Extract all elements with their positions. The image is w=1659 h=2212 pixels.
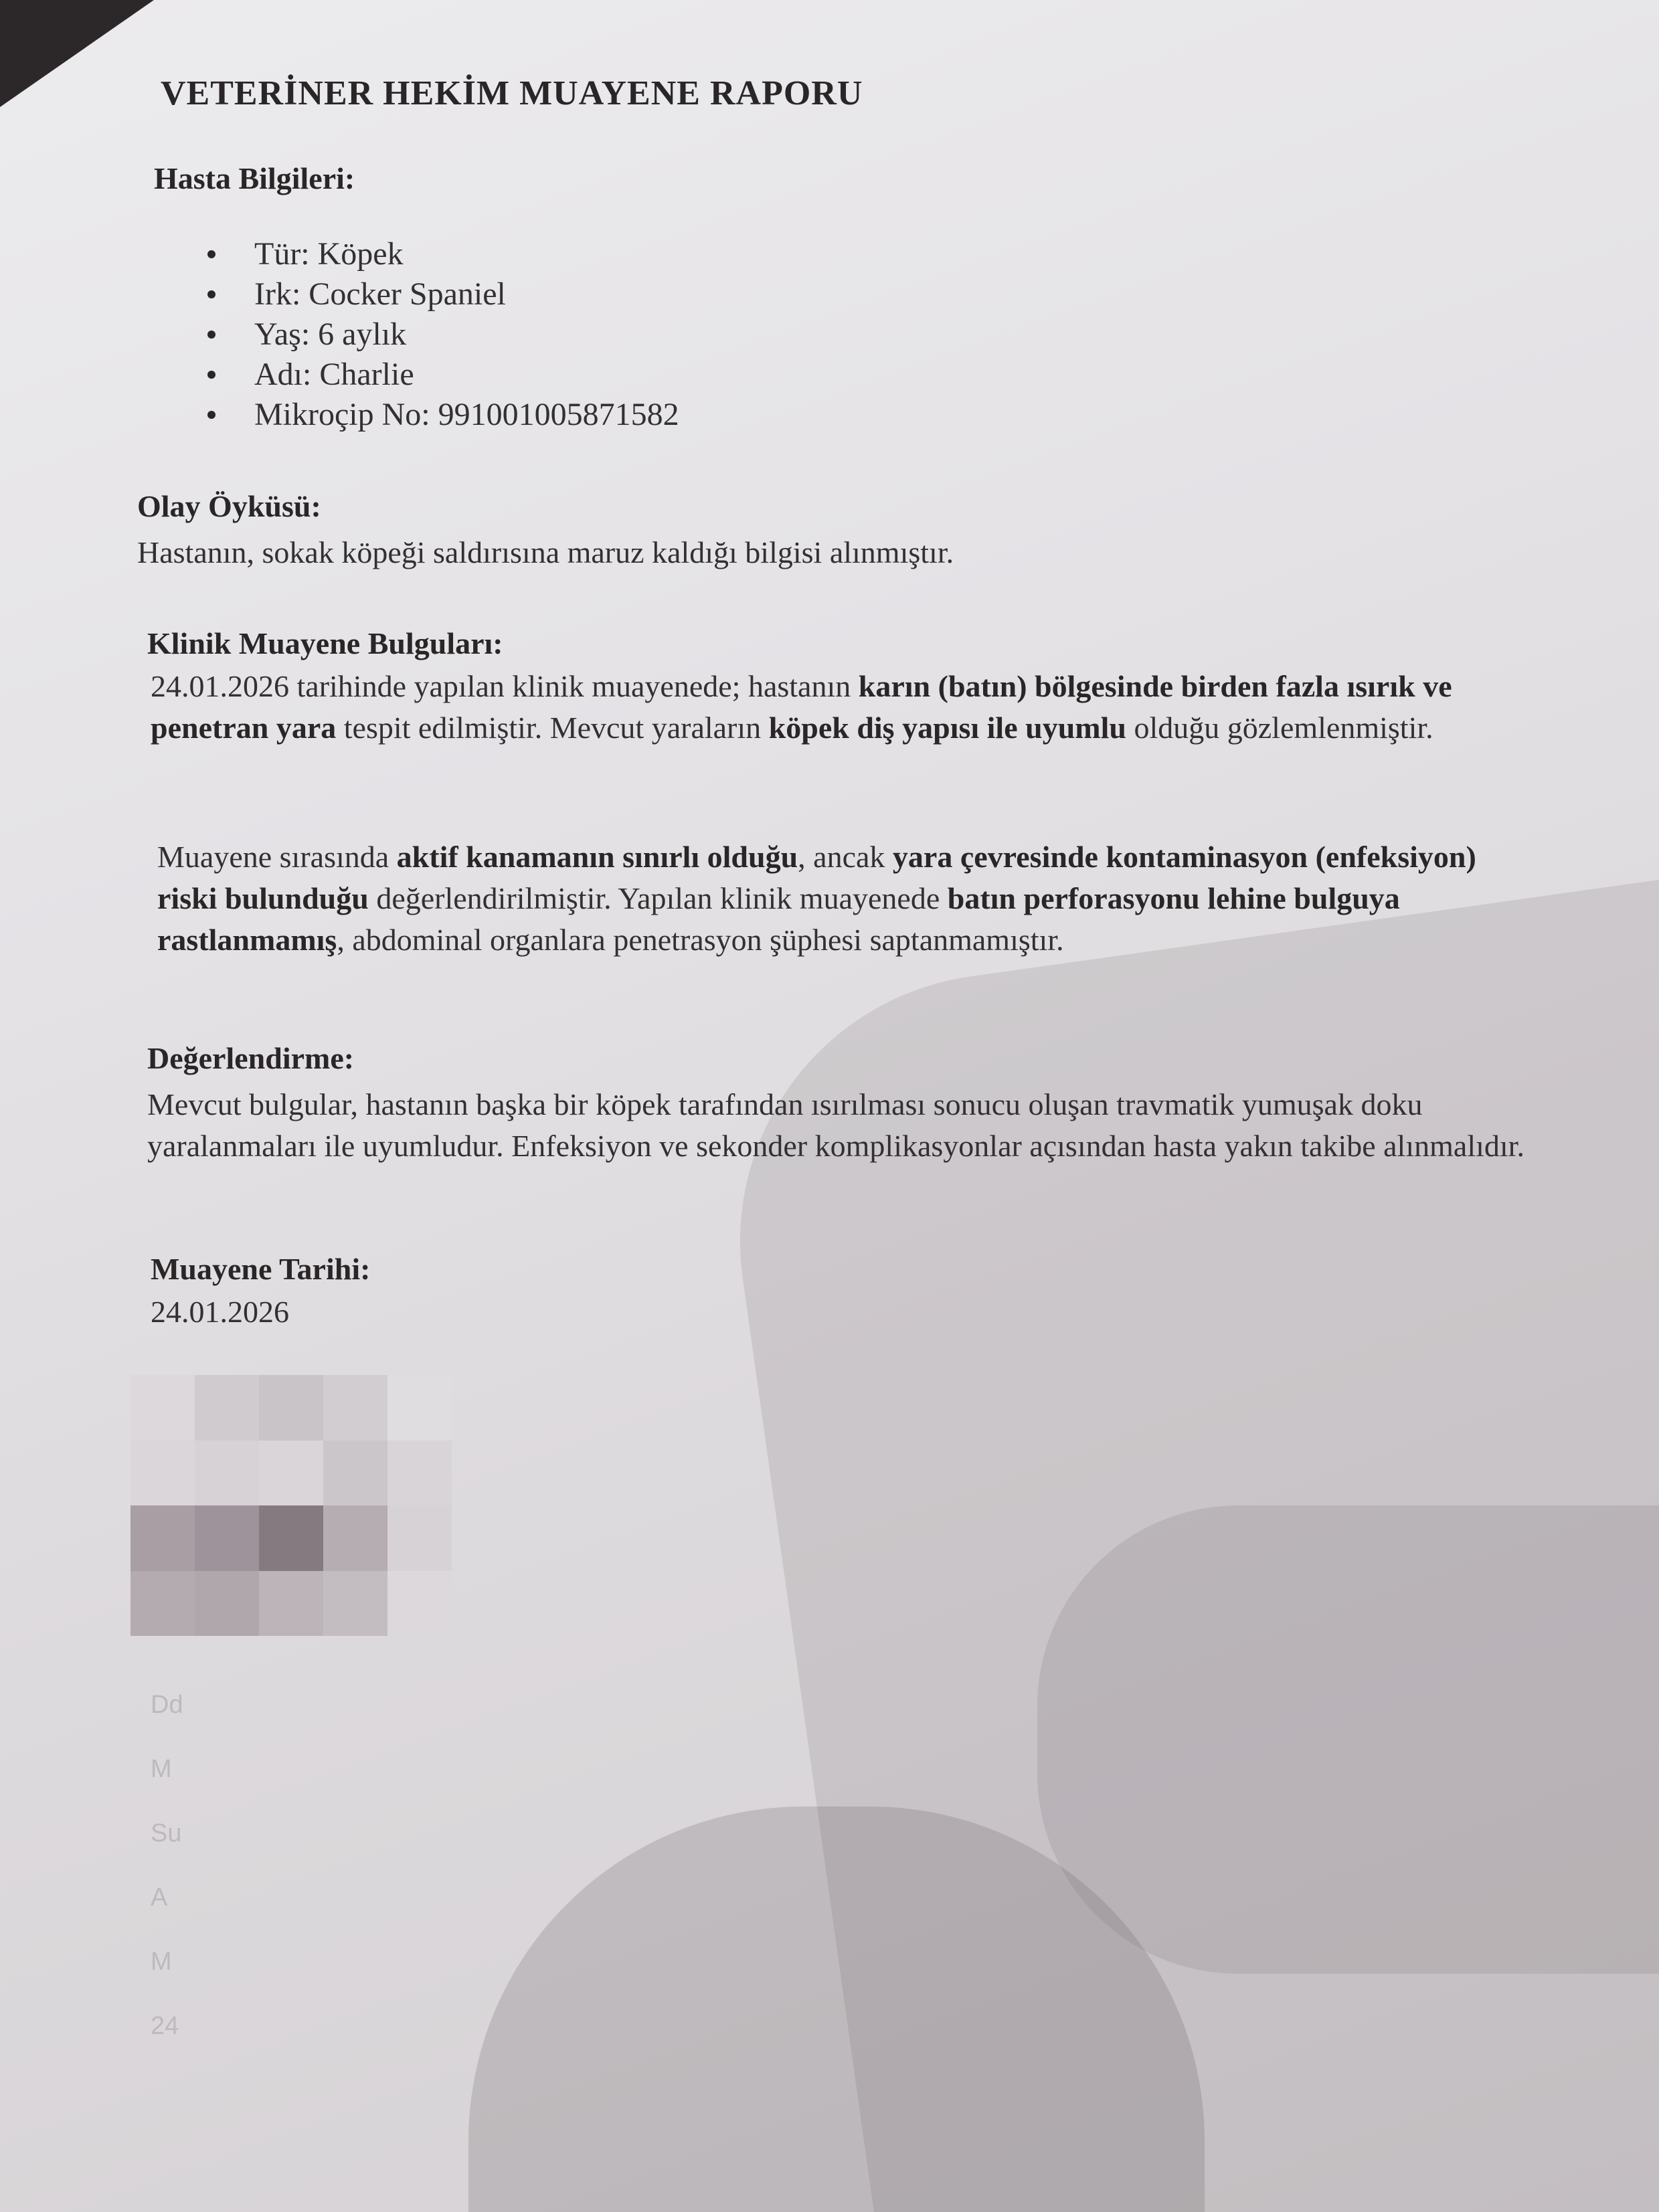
phone-shadow (468, 1807, 1205, 2212)
findings-paragraph-2: Muayene sırasında aktif kanamanın sınırlı olduğu, ancak yara çevresinde kontaminasyon (enfeksiyon) riski bulunduğu değerlendirilmiştir. Yapılan klinik muayenede batın perforasyonu lehine bulguya rastlanmamış, abdominal organlara penetrasyon şüphesi saptanmamıştır. (157, 840, 1476, 957)
patient-microchip: Mikroçip No: 991001005871582 (194, 395, 679, 435)
findings-heading: Klinik Muayene Bulguları: (147, 626, 503, 660)
redaction-pixel (387, 1375, 452, 1441)
redaction-pixel (323, 1441, 387, 1506)
redaction-pixel (259, 1375, 323, 1441)
bullet-icon (207, 411, 215, 419)
redaction-pixel (259, 1571, 323, 1637)
findings-paragraph-1: 24.01.2026 tarihinde yapılan klinik muayenede; hastanın karın (batın) bölgesinde birden fazla ısırık ve penetran yara tespit edilmiştir. Mevcut yaraların köpek diş yapısı ile uyumlu olduğu gözlemlenmiştir. (151, 669, 1452, 745)
exam-date-heading: Muayene Tarihi: (151, 1252, 371, 1286)
show-through-marks: Dd M Su A M 24 (151, 1691, 183, 2040)
patient-breed: Irk: Cocker Spaniel (194, 274, 679, 314)
redaction-pixel (130, 1375, 195, 1441)
redaction-pixel (259, 1441, 323, 1506)
redaction-pixel (195, 1571, 259, 1637)
report-title: VETERİNER HEKİM MUAYENE RAPORU (161, 74, 863, 112)
bullet-icon (207, 250, 215, 258)
bullet-icon (207, 290, 215, 298)
assessment-text: Mevcut bulgular, hastanın başka bir köpek tarafından ısırılması sonucu oluşan travmatik yumuşak doku yaralanmaları ile uyumludur. Enfeksiyon ve sekonder komplikasyonlar açısından hasta yakın takibe alınmalıdır. (147, 1087, 1524, 1163)
hand-shadow-fingers (1037, 1505, 1659, 1974)
redacted-signature-block (130, 1375, 452, 1636)
redaction-pixel (195, 1505, 259, 1571)
redaction-pixel (130, 1571, 195, 1637)
hand-shadow (705, 874, 1659, 2212)
patient-species: Tür: Köpek (194, 234, 679, 274)
bullet-icon (207, 331, 215, 339)
exam-date-value: 24.01.2026 (151, 1295, 289, 1329)
redaction-pixel (387, 1571, 452, 1637)
patient-info-heading: Hasta Bilgileri: (154, 161, 355, 195)
redaction-pixel (195, 1375, 259, 1441)
folded-corner-background (0, 0, 154, 107)
redaction-pixel (323, 1571, 387, 1637)
bullet-icon (207, 371, 215, 379)
redaction-pixel (387, 1441, 452, 1506)
history-heading: Olay Öyküsü: (137, 489, 321, 523)
history-text: Hastanın, sokak köpeği saldırısına maruz kaldığı bilgisi alınmıştır. (137, 535, 954, 569)
redaction-pixel (323, 1505, 387, 1571)
patient-age: Yaş: 6 aylık (194, 314, 679, 355)
redaction-pixel (195, 1441, 259, 1506)
patient-info-list (194, 234, 679, 435)
redaction-pixel (387, 1505, 452, 1571)
redaction-pixel (259, 1505, 323, 1571)
redaction-pixel (323, 1375, 387, 1441)
patient-name: Adı: Charlie (194, 355, 679, 395)
redaction-pixel (130, 1441, 195, 1506)
redaction-pixel (130, 1505, 195, 1571)
assessment-heading: Değerlendirme: (147, 1041, 355, 1075)
